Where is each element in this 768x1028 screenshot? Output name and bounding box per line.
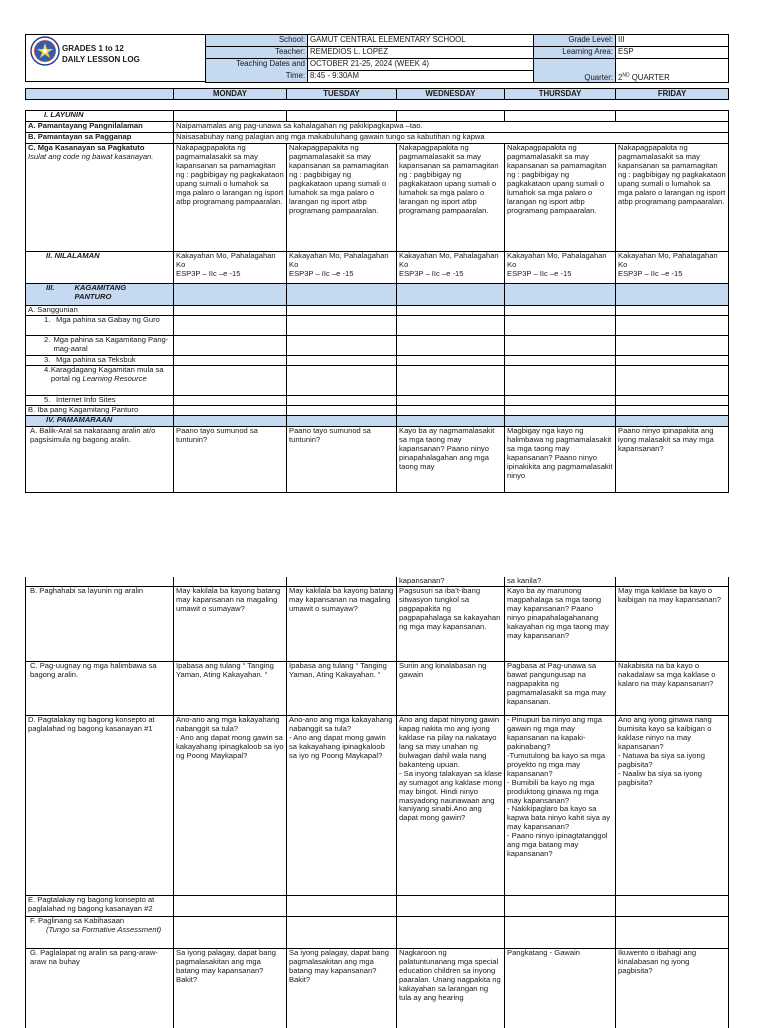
continuation-wednesday: kapansanan? (397, 577, 505, 586)
quarter-text: QUARTER (629, 72, 670, 82)
lesson-log-table-page2 (25, 577, 729, 1028)
pamantayan-pagganap-label: B. Pamantayan sa Pagganap (26, 133, 174, 144)
continuation-row (26, 577, 729, 586)
pagtalakay-2-row (26, 895, 729, 916)
teksbuk-row (26, 355, 729, 365)
karagdagang-kagamitan-row (26, 365, 729, 395)
kasanayan-tuesday: Nakapagpapakita ng pagmamalasakit sa may kapansanan sa pamamagitan ng : pagbibigay ng pagkakataon upang sumali o lumahok sa mga palaro o larangan ng isport atbp programang pampaaralan. (287, 144, 397, 252)
pagtalakay-1-tuesday: Ano-ano ang mga kakayahang nabanggit sa tula? - Ano ang dapat mong gawin sa kakayahang ipinagkaloob sa iyo ng Poong Maykapal? (287, 715, 397, 895)
pag-uugnay-monday: Ipabasa ang tulang “ Tanging Yaman, Ating Kakayahan. “ (174, 661, 287, 715)
day-tuesday: TUESDAY (287, 89, 397, 100)
gabay-label: Mga pahina sa Gabay ng Guro (56, 315, 160, 324)
nilalaman-wednesday: Kakayahan Mo, Pahalagahan Ko ESP3P – IIc –e -15 (397, 252, 505, 284)
pag-uugnay-friday: Nakabisita na ba kayo o nakadalaw sa mga kaklase o kalaro na may kapansanan? (616, 661, 729, 715)
layunin-heading: I. LAYUNIN (26, 111, 174, 122)
paglalapat-tuesday: Sa iyong palagay, dapat bang pagmalasakitan ang mga batang may kapansanan? Bakit? (287, 948, 397, 1028)
kagamitang-label: Mga pahina sa Kagamitang Pang-mag-aaral (53, 335, 169, 353)
teacher-value: REMEDIOS L. LOPEZ (308, 47, 534, 59)
kasanayan-thursday: Nakapagpapakita ng pagmamalasakit sa may kapansanan sa pamamagitan ng : pagbibigay ng pagkakataon upang sumali o lumahok sa mga palaro o larangan ng isport atbp programang pampaaralan. (505, 144, 616, 252)
layunin-row (26, 111, 729, 122)
balik-aral-label: A. Balik-Aral sa nakaraang aralin at/o pagsisimula ng bagong aralin. (26, 426, 174, 492)
balik-aral-friday: Paano ninyo ipinapakita ang iyong malasakit sa may mga kapansanan? (616, 426, 729, 492)
paghahabi-wednesday: Pagsusuri sa iba’t-ibang sitwasyon tungkol sa pagpapakita ng pagpapahalaga sa kakayahan ng mga may kapansanan. (397, 586, 505, 661)
pamamaraan-row (26, 415, 729, 426)
karagdagang-label-cell: 4. Karagdagang Kagamitan mula sa portal ng Learning Resource (26, 365, 174, 395)
pagtalakay-2-label: E. Pagtalakay ng bagong konsepto at paglalahad ng bagong kasanayan #2 (26, 895, 174, 916)
teaching-dates-label: Teaching Dates and (206, 59, 308, 71)
title-line-2: DAILY LESSON LOG (62, 54, 140, 64)
learning-area-label: Learning Area: (534, 47, 616, 59)
paghahabi-thursday: Kayo ba ay marunong magpahalaga sa mga taong may kapansanan? Paano ninyo pinapahalagahanang kakayahan ng mga taong may may kapansanan? (505, 586, 616, 661)
balik-aral-monday: Paano tayo sumunod sa tuntunin? (174, 426, 287, 492)
kagamitan-label (26, 284, 174, 306)
learning-area-value: ESP (616, 47, 729, 59)
nilalaman-friday: Kakayahan Mo, Pahalagahan Ko ESP3P – IIc –e -15 (616, 252, 729, 284)
grade-level-label: Grade Level: (534, 35, 616, 47)
internet-sites-row (26, 395, 729, 405)
paglalapat-thursday: Pangkatang - Gawain (505, 948, 616, 1028)
pagtalakay-1-monday: Ano-ano ang mga kakayahang nabanggit sa tula? - Ano ang dapat mong gawin sa kakayahang ipinagkaloob sa iyo ng Poong Maykapal? (174, 715, 287, 895)
paglinang-sub: (Tungo sa Formative Assessment) (46, 924, 162, 934)
quarter-label-cell (534, 59, 616, 83)
paglinang-row (26, 916, 729, 948)
internet-sites-label: Internet Info Sites (56, 395, 116, 404)
pag-uugnay-row (26, 661, 729, 715)
title-line-1: GRADES 1 to 12 (62, 44, 124, 53)
kasanayan-friday: Nakapagpapakita ng pagmamalasakit sa may kapansanan sa pamamagitan ng : pagbibigay ng pagkakataon upang sumali o lumahok sa mga palaro o larangan ng isport atbp programang pampaaralan. (616, 144, 729, 252)
pag-uugnay-thursday: Pagbasa at Pag-unawa sa bawat pangungusap na nagpapakita ng pagmamalasakit sa mga may kapansanan. (505, 661, 616, 715)
balik-aral-thursday: Magbigay nga kayo ng halimbawa ng pagmamalasakit sa mga taong may kapansanan? Paano ninyo ipinakikita ang pagmamalasakit ninyo (505, 426, 616, 492)
pagtalakay-1-row (26, 715, 729, 895)
day-wednesday: WEDNESDAY (397, 89, 505, 100)
header-info-table (205, 34, 729, 83)
nilalaman-tuesday: Kakayahan Mo, Pahalagahan Ko ESP3P – IIc –e -15 (287, 252, 397, 284)
paglalapat-label: G. Paglalapat ng aralin sa pang-araw-araw na buhay (26, 948, 174, 1028)
quarter-label: Quarter: (584, 72, 613, 82)
pagtalakay-1-wednesday: Ano ang dapat ninyong gawin kapag nakita mo ang iyong kaklase na pilay na nakatayo lang sa may unahan ng bulwagan dahil wala nang bakanteng upuan. - Sa inyong talakayan sa klase ay sumagot ang kaklase mong may bingot. Hindi ninyo masyadong naunawaan ang kaniyang sinabi.Ano ang dapat mong gawin? (397, 715, 505, 895)
karagdagang-label (51, 366, 171, 384)
quarter-number: 2 (618, 72, 623, 82)
pag-uugnay-tuesday: Ipabasa ang tulang “ Tanging Yaman, Ating Kakayahan. “ (287, 661, 397, 715)
day-header-blank (26, 89, 174, 100)
paghahabi-friday: May mga kaklase ba kayo o kaibigan na may kapansanan? (616, 586, 729, 661)
paglalapat-wednesday: Nagkaroon ng palatuntunanang mga special education children sa inyong paaralan. Unang nagpakita ng kakayahan sa larangan ng tula ay ang hearing (397, 948, 505, 1028)
continuation-thursday: sa kanila? (505, 577, 616, 586)
pamantayang-pangnilalaman-label: A. Pamantayang Pangnilalaman (26, 122, 174, 133)
paghahabi-label: B. Paghahabi sa layunin ng aralin (26, 586, 174, 661)
pag-uugnay-wednesday: Suriin ang kinalabasan ng gawain (397, 661, 505, 715)
karagdagang-label-main: Karagdagang Kagamitan mula sa portal ng (50, 365, 164, 383)
sanggunian-row (26, 306, 729, 316)
balik-aral-row (26, 426, 729, 492)
paglalapat-friday: Ikuwento o ibahagi ang kinalabasan ng iyong pagbisita? (616, 948, 729, 1028)
kasanayan-label-cell (26, 144, 174, 252)
day-header-row (25, 88, 729, 100)
kagamitang-pang-mag-aaral-row (26, 335, 729, 355)
pagtalakay-1-friday: Ano ang iyong ginawa nang bumisita kayo sa kaibigan o kaklase ninyo na may kapansanan? - Natuwa ba siya sa iyong pagbisita? - Naaliw ba siya sa iyong pagbisita? (616, 715, 729, 895)
iba-pang-kagamitan-label: B. Iba pang Kagamitang Panturo (26, 405, 174, 415)
quarter-value (616, 59, 729, 83)
kasanayan-label: C. Mga Kasanayan sa Pagkatuto (28, 143, 145, 152)
nilalaman-monday: Kakayahan Mo, Pahalagahan Ko ESP3P – IIc –e -15 (174, 252, 287, 284)
header-logo-box (25, 34, 206, 82)
paghahabi-tuesday: May kakilala ba kayong batang may kapansanan na magaling umawit o sumayaw? (287, 586, 397, 661)
time-label: Time: (206, 71, 308, 83)
kagamitan-text: KAGAMITANG PANTURO (74, 283, 127, 301)
iba-pang-kagamitan-row (26, 405, 729, 415)
gabay-label-cell: 1. Mga pahina sa Gabay ng Guro (26, 315, 174, 335)
grade-level-value: III (616, 35, 729, 47)
school-value: GAMUT CENTRAL ELEMENTARY SCHOOL (308, 35, 534, 47)
nilalaman-thursday: Kakayahan Mo, Pahalagahan Ko ESP3P – IIc –e -15 (505, 252, 616, 284)
paglalapat-row (26, 948, 729, 1028)
teaching-dates-value: OCTOBER 21-25, 2024 (WEEK 4) (308, 59, 534, 71)
teacher-label: Teacher: (206, 47, 308, 59)
pamantayang-pangnilalaman-text: Naipamamalas ang pag-unawa sa kahalagahan ng pakikipagkapwa –tao. (174, 122, 729, 133)
karagdagang-label-italic: Learning Resource (82, 373, 147, 383)
kasanayan-row (26, 144, 729, 252)
lesson-log-table-page1 (25, 110, 729, 493)
paglinang-label: F. Paglinang sa Kabihasaan (30, 916, 125, 925)
pamamaraan-label: IV. PAMAMARAAN (26, 415, 174, 426)
quarter-suffix: ND (622, 72, 630, 79)
kasanayan-wednesday: Nakapagpapakita ng pagmamalasakit sa may kapansanan sa pamamagitan ng : pagbibigay ng pagkakataon upang sumali o lumahok sa mga palaro o larangan ng isport atbp programang pampaaralan. (397, 144, 505, 252)
nilalaman-row (26, 252, 729, 284)
teksbuk-label: Mga pahina sa Teksbuk (56, 355, 136, 364)
school-label: School: (206, 35, 308, 47)
pamantayang-pangnilalaman-row (26, 122, 729, 133)
gabay-row (26, 315, 729, 335)
pamantayan-pagganap-text: Naisasabuhay nang palagian ang mga makabuluhang gawain tungo sa kabutihan ng kapwa (174, 133, 729, 144)
balik-aral-wednesday: Kayo ba ay nagmamalasakit sa mga taong may kapansanan? Paano ninyo pinapahalagahan ang mga taong may (397, 426, 505, 492)
paglinang-label-cell (26, 916, 174, 948)
paglalapat-monday: Sa iyong palagay, dapat bang pagmalasakitan ang mga batang may kapansanan? Bakit? (174, 948, 287, 1028)
pag-uugnay-label: C. Pag-uugnay ng mga halimbawa sa bagong aralin. (26, 661, 174, 715)
paghahabi-monday: May kakilala ba kayong batang may kapansanan na magaling umawit o sumayaw? (174, 586, 287, 661)
time-value: 8:45 - 9:30AM (308, 71, 534, 83)
pamantayan-pagganap-row (26, 133, 729, 144)
kagamitan-row (26, 284, 729, 306)
nilalaman-label: II. NILALAMAN (26, 252, 174, 284)
kagamitan-number: III. (46, 283, 55, 292)
sanggunian-label: A. Sanggunian (26, 306, 174, 316)
kasanayan-monday: Nakapagpapakita ng pagmamalasakit sa may kapansanan sa pamamagitan ng : pagbibigay ng pagkakataon upang sumali o lumahok sa mga palaro o larangan ng isport atbp programang pampaaralan. (174, 144, 287, 252)
kagamitang-label-cell: 2. Mga pahina sa Kagamitang Pang-mag-aaral (26, 335, 174, 355)
internet-sites-label-cell: 5. Internet Info Sites (26, 395, 174, 405)
day-friday: FRIDAY (616, 89, 729, 100)
balik-aral-tuesday: Paano tayo sumunod sa tuntunin? (287, 426, 397, 492)
paghahabi-row (26, 586, 729, 661)
pagtalakay-1-label: D. Pagtalakay ng bagong konsepto at paglalahad ng bagong kasanayan #1 (26, 715, 174, 895)
day-monday: MONDAY (174, 89, 287, 100)
day-thursday: THURSDAY (505, 89, 616, 100)
kasanayan-sub: Isulat ang code ng bawat kasanayan. (28, 151, 154, 161)
teksbuk-label-cell: 3. Mga pahina sa Teksbuk (26, 355, 174, 365)
pagtalakay-1-thursday: - Pinupuri ba ninyo ang mga gawain ng mga may kapansanan na kapaki-pakinabang? -Tumutulong ba kayo sa mga proyekto ng mga may kapansanan? - Bumibili ba kayo ng mga produktong ginawa ng mga may kapansanan? - Nakikipaglaro ba kayo sa kapwa bata ninyo kahit siya ay may kapansanan? - Paano ninyo ipinagtatanggol ang mga batang may kapansanan? (505, 715, 616, 895)
